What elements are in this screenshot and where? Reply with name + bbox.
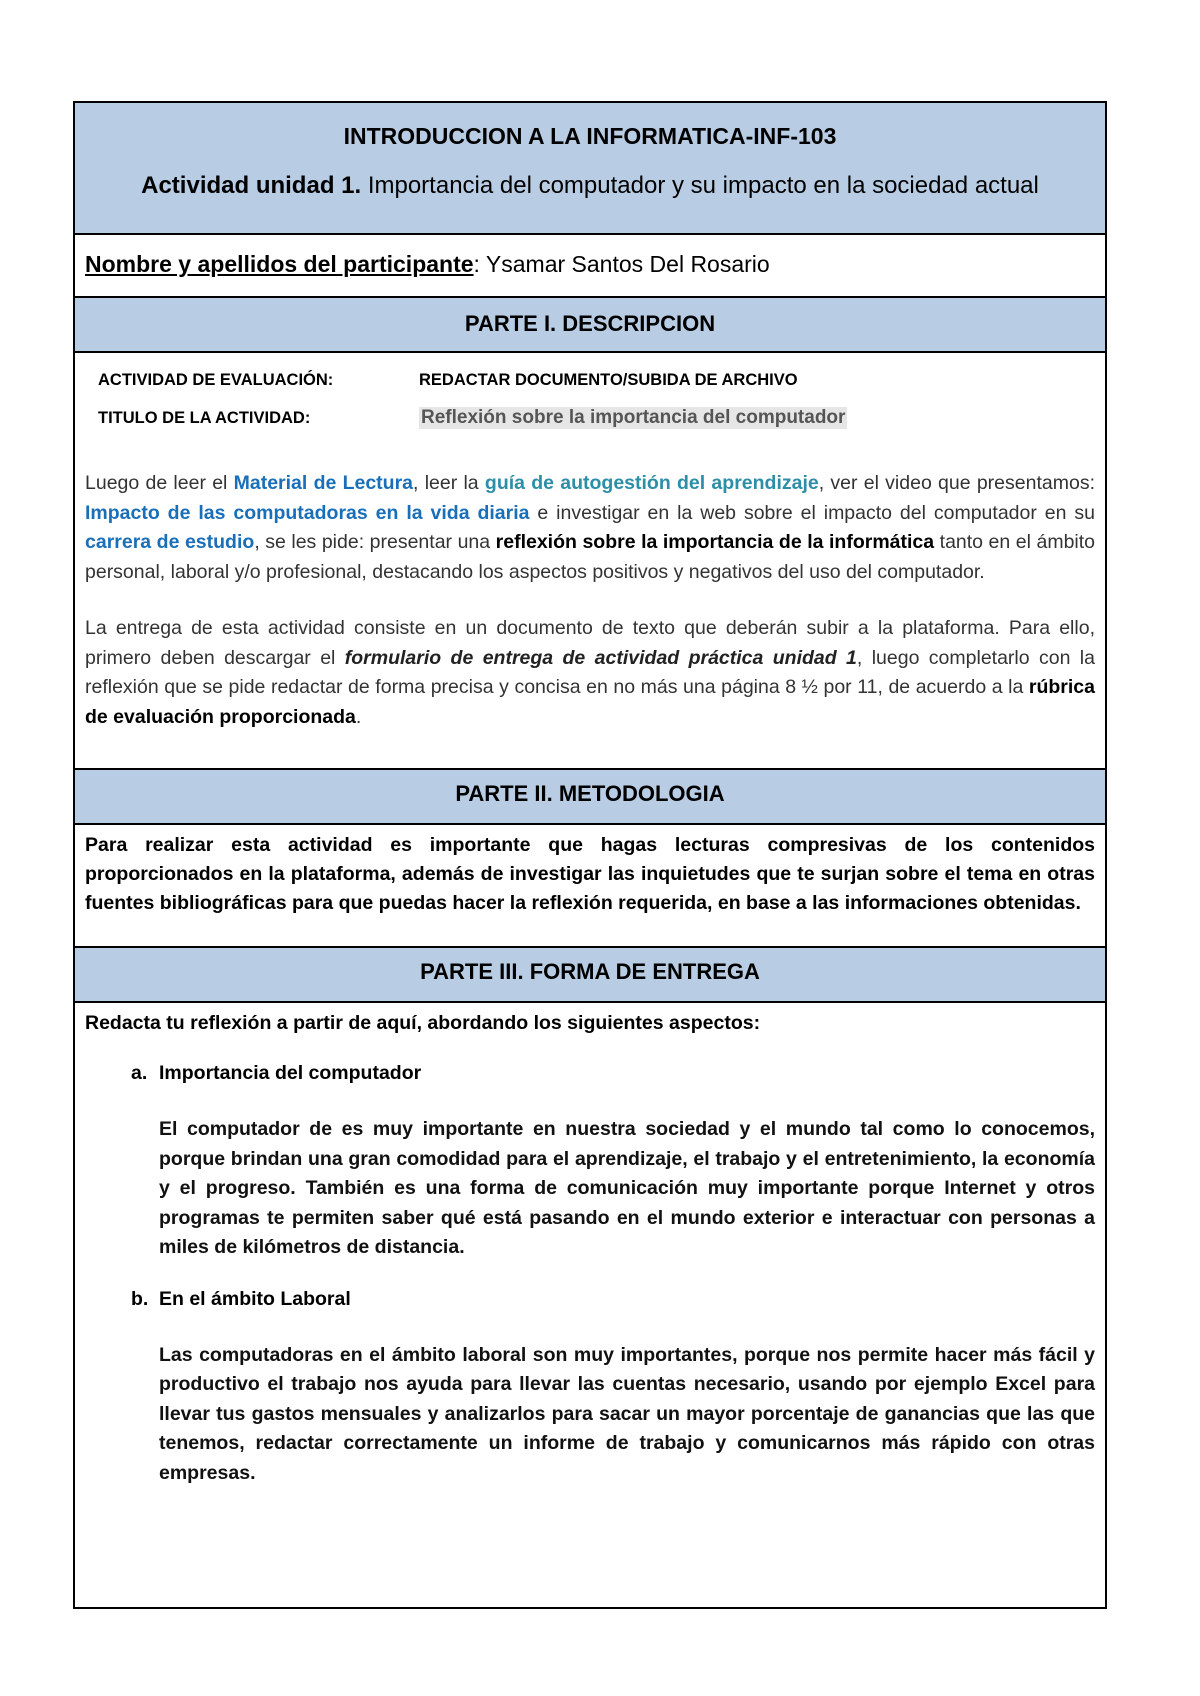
p1-text-5: , se les pide: presentar una: [254, 531, 496, 553]
p2-text-3: .: [355, 705, 362, 728]
participant-label: Nombre y apellidos del participante: [85, 251, 474, 277]
evaluation-activity-row: [85, 361, 1095, 399]
activity-title-value: Reflexión sobre la importancia del computador: [421, 407, 846, 428]
course-title: INTRODUCCION A LA INFORMATICA-INF-103: [343, 123, 837, 149]
item-heading-text: En el ámbito Laboral: [159, 1287, 351, 1310]
list-item: [131, 1285, 1095, 1489]
self-management-guide-link[interactable]: guía de autogestión del aprendizaje: [484, 472, 819, 494]
part3-title: PARTE III. FORMA DE ENTREGA: [420, 959, 760, 984]
item-heading: [131, 1059, 1095, 1087]
p1-text-4: e investigar en la web sobre el impacto del computador en su: [529, 501, 1095, 524]
part1-title: PARTE I. DESCRIPCION: [464, 311, 716, 336]
p2-rubric: rúbrica de evaluación proporcionada: [85, 676, 1095, 728]
part2-header: [75, 770, 1105, 825]
item-body: Las computadoras en el ámbito laboral son muy importantes, porque nos permite hacer más fácil y productivo el trabajo nos ayuda para llevar las cuentas necesario, usando por ejemplo Excel para llevar tus gastos mensuales y analizarlos para sacar un mayor porcentaje de ganancias que las que tenemos, redactar correctamente un informe de trabajo y comunicarnos más rápido con otras empresas.: [159, 1343, 1095, 1484]
evaluation-activity-value: REDACTAR DOCUMENTO/SUBIDA DE ARCHIVO: [419, 370, 798, 389]
item-letter: b.: [131, 1287, 149, 1310]
item-heading-text: Importancia del computador: [159, 1062, 422, 1084]
evaluation-activity-label: ACTIVIDAD DE EVALUACIÓN:: [98, 370, 334, 389]
methodology-text: Para realizar esta actividad es importante que hagas lecturas compresivas de los contenidos proporcionados en la plataforma, además de investigar las inquietudes que te surjan sobre el tema en otras fuentes bibliográficas para que puedas hacer la reflexión requerida, en base a las informaciones obtenidas.: [75, 825, 1105, 948]
participant-colon: :: [473, 251, 480, 277]
activity-title-label: TITULO DE LA ACTIVIDAD:: [98, 408, 311, 427]
participant-row: [75, 235, 1105, 298]
p1-text-3: , ver el video que presentamos:: [818, 472, 1095, 494]
p2-text-2: , luego completarlo con la reflexión que se pide redactar de forma precisa y concisa en no más una página 8 ½ por 11, de acuerdo a la: [85, 646, 1095, 698]
part3-intro: Redacta tu reflexión a partir de aquí, abordando los siguientes aspectos:: [85, 1012, 761, 1034]
activity-form: [73, 101, 1107, 1609]
item-body: El computador de es muy importante en nuestra sociedad y el mundo tal como lo conocemos, porque brindan una gran comodidad para el aprendizaje, el trabajo y el entretenimiento, la economía y el progreso. También es una forma de comunicación muy importante porque Internet y otros programas te permiten saber qué está pasando en el mundo exterior e interactuar con personas a miles de kilómetros de distancia.: [159, 1118, 1095, 1258]
activity-label: Actividad unidad 1.: [141, 172, 362, 199]
part1-description: [75, 353, 1105, 770]
part3-body: [75, 1003, 1105, 1488]
instructions-paragraph: [85, 469, 1095, 587]
list-item: [131, 1059, 1095, 1263]
video-link[interactable]: Impacto de las computadoras en la vida diaria: [85, 501, 530, 524]
part2-title: PARTE II. METODOLOGIA: [455, 781, 725, 806]
activity-text: Importancia del computador y su impacto en la sociedad actual: [361, 172, 1039, 199]
form-header: [75, 103, 1105, 235]
p1-text-2: , leer la: [413, 472, 485, 494]
p2-text-1: La entrega de esta actividad consiste en un documento de texto que deberán subir a la plataforma. Para ello, primero deben descargar el: [85, 617, 1095, 669]
item-heading: [131, 1285, 1095, 1313]
p2-form-name: formulario de entrega de actividad práctica unidad 1: [344, 646, 857, 669]
p1-text-1: Luego de leer el: [85, 472, 234, 494]
p1-strong: reflexión sobre la importancia de la informática: [495, 531, 935, 553]
participant-name: Ysamar Santos Del Rosario: [479, 251, 770, 277]
part3-header: [75, 948, 1105, 1003]
part1-header: [75, 298, 1105, 353]
reading-material-link[interactable]: Material de Lectura: [233, 472, 414, 494]
p1-text-6: tanto en el ámbito personal, laboral y/o profesional, destacando los aspectos positivos y negativos del uso del computador.: [85, 531, 1096, 583]
delivery-paragraph: [85, 614, 1095, 732]
activity-title: [75, 171, 1105, 201]
activity-title-row: [85, 399, 1095, 437]
item-letter: a.: [131, 1062, 148, 1084]
career-link[interactable]: carrera de estudio: [85, 531, 255, 553]
